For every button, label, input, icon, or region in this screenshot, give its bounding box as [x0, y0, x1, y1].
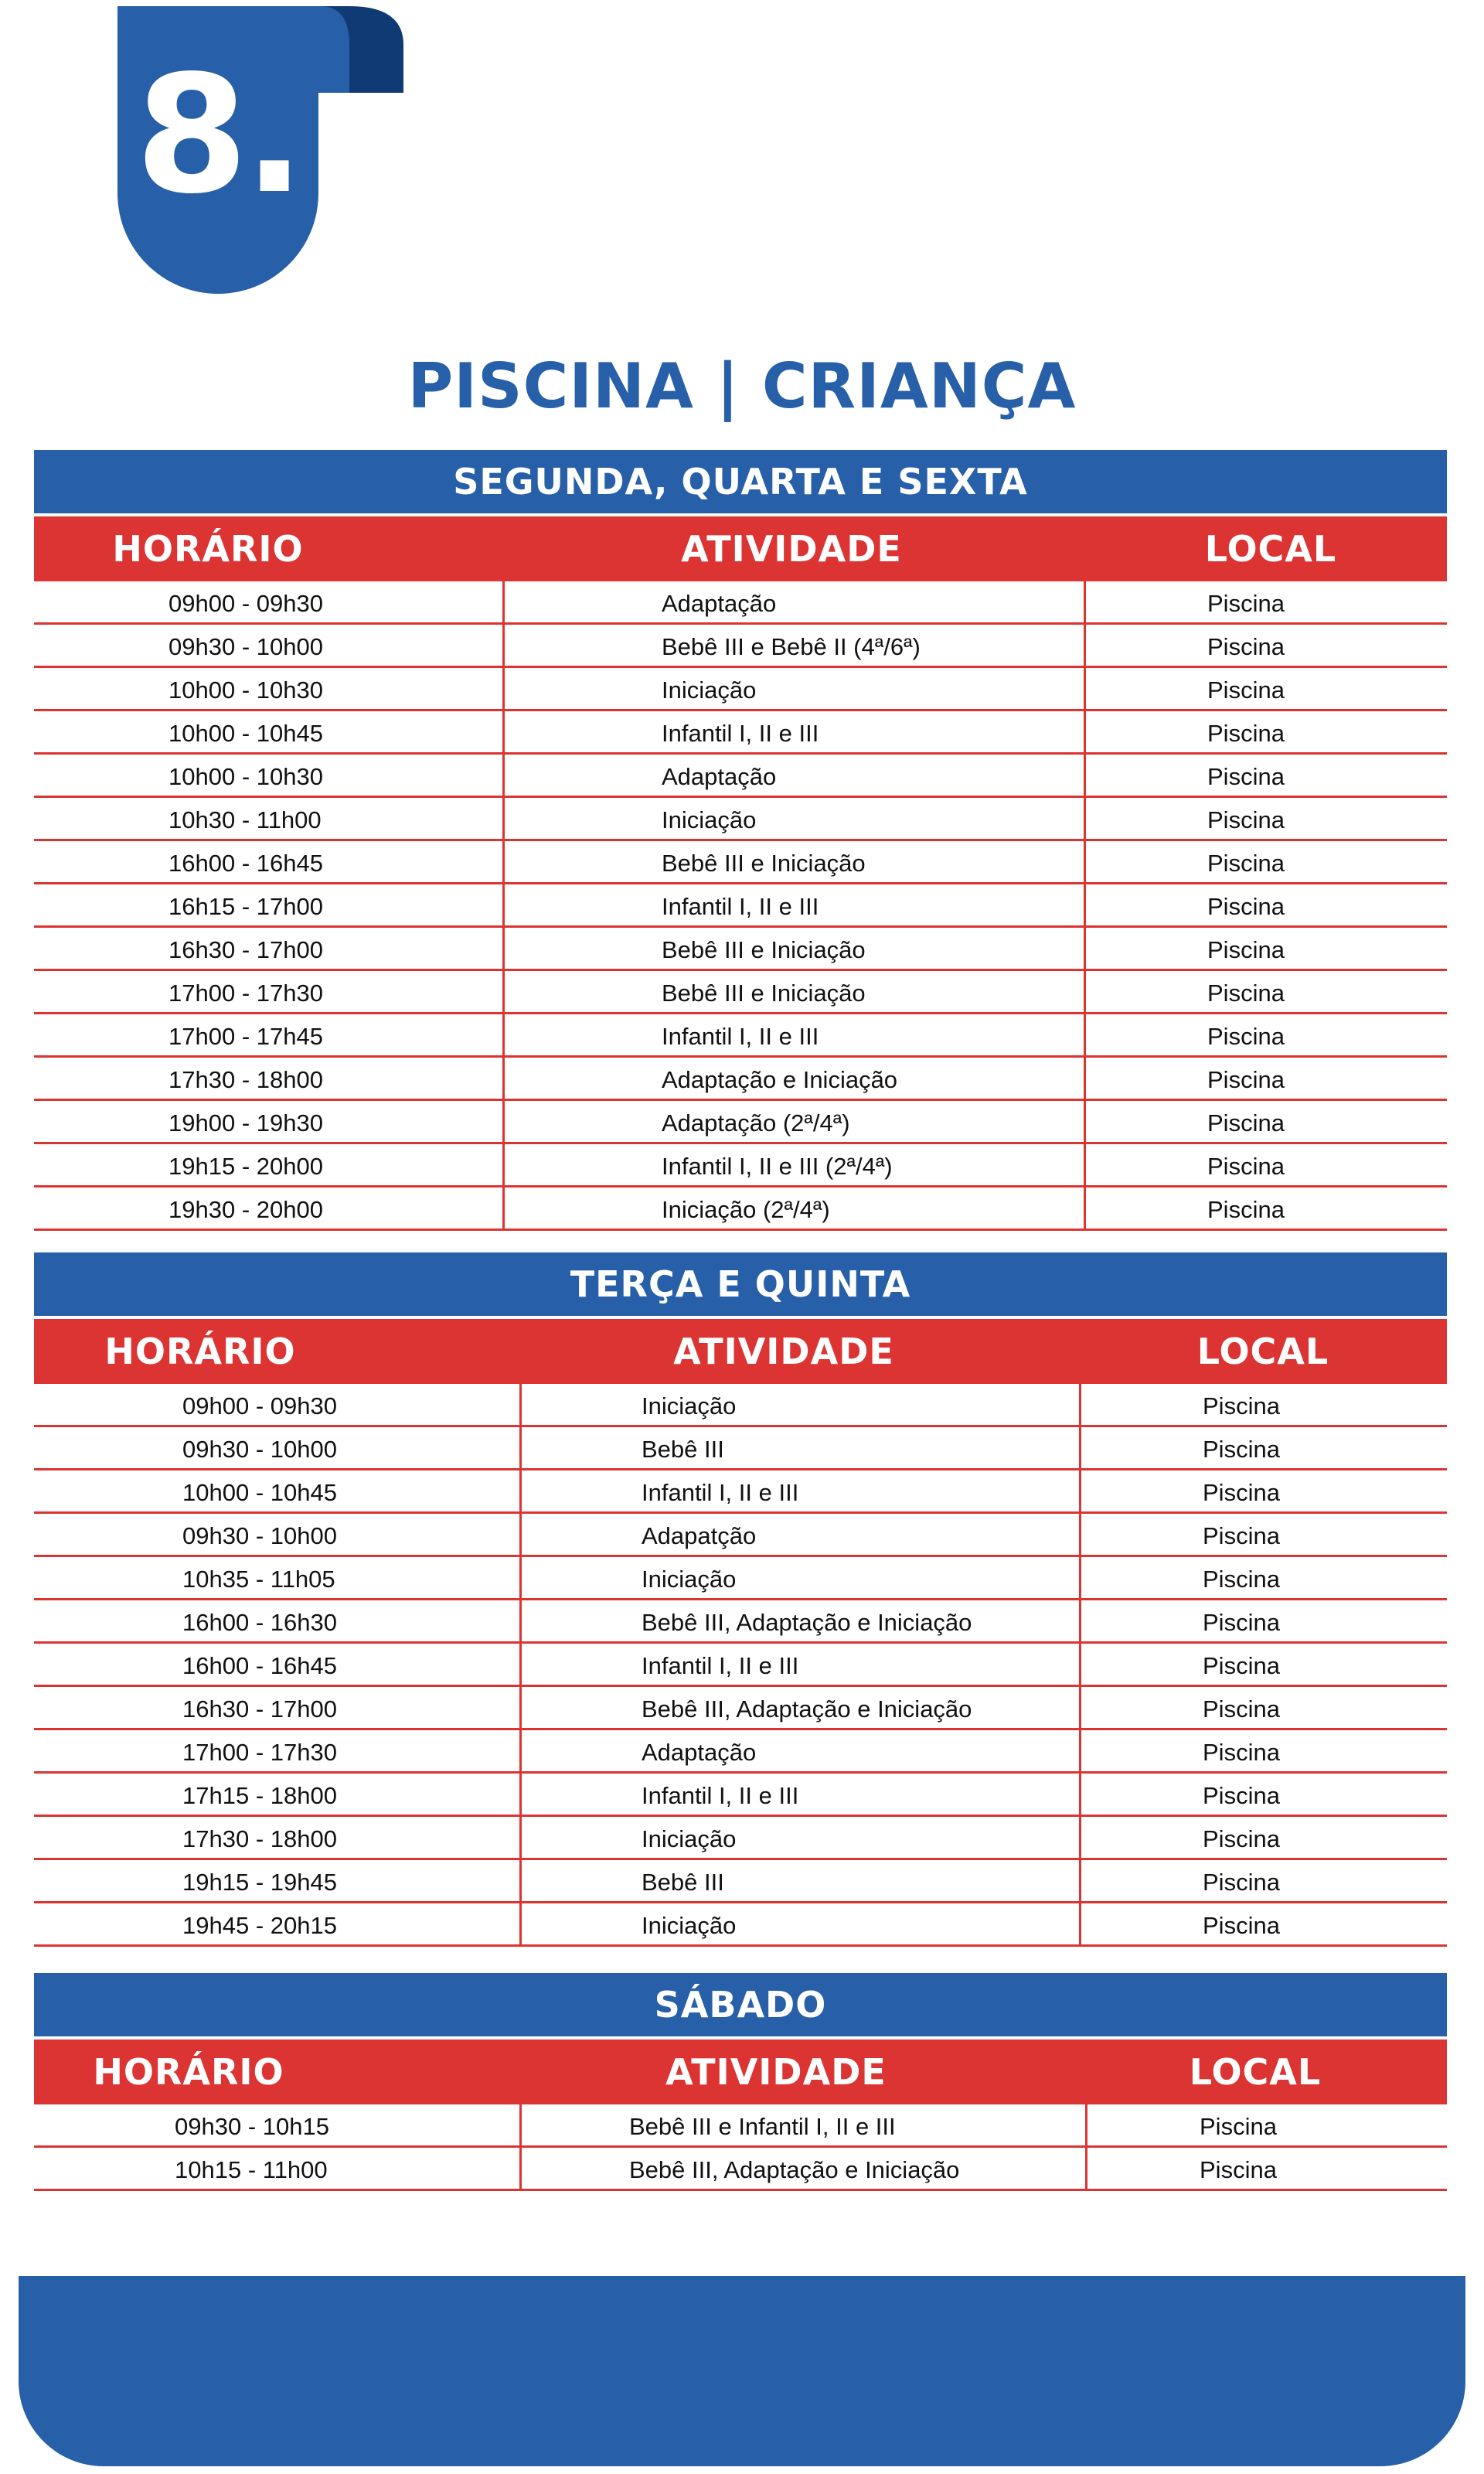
cell-time: 09h30 - 10h15 [175, 2113, 329, 2140]
cell-activity: Adaptação (2ª/4ª) [662, 1109, 850, 1136]
cell-activity: Adaptação [662, 763, 777, 790]
table-row [34, 1600, 1447, 1644]
cell-location: Piscina [1200, 2113, 1277, 2140]
cell-time: 10h30 - 11h00 [168, 806, 322, 833]
cell-activity: Bebê III [642, 1869, 724, 1896]
cell-time: 10h15 - 11h00 [175, 2156, 328, 2183]
cell-location: Piscina [1203, 1652, 1280, 1679]
cell-time: 09h30 - 10h00 [182, 1436, 337, 1463]
cell-time: 16h30 - 17h00 [168, 936, 323, 963]
column-header-time: HORÁRIO [112, 528, 304, 570]
table-row [34, 755, 1447, 798]
table-row [34, 1860, 1447, 1903]
cell-activity: Adaptação [662, 590, 777, 617]
table-row [34, 1470, 1447, 1514]
section-number: 8. [135, 40, 301, 230]
cell-activity: Adaptação e Iniciação [662, 1066, 898, 1093]
cell-activity: Bebê III e Iniciação [662, 980, 866, 1007]
cell-activity: Bebê III, Adaptação e Iniciação [629, 2156, 960, 2183]
cell-time: 17h00 - 17h30 [182, 1739, 337, 1766]
cell-activity: Iniciação [662, 806, 757, 833]
cell-location: Piscina [1207, 676, 1285, 704]
cell-activity: Iniciação [642, 1392, 737, 1419]
column-header-activity: ATIVIDADE [681, 528, 902, 570]
cell-activity: Bebê III e Iniciação [662, 936, 866, 963]
table-row [34, 1144, 1447, 1188]
cell-activity: Iniciação [642, 1566, 737, 1593]
column-header-activity: ATIVIDADE [665, 2051, 887, 2093]
cell-time: 16h00 - 16h30 [182, 1609, 337, 1636]
column-header-location: LOCAL [1196, 1331, 1329, 1372]
schedule-section-mon-wed-fri [34, 450, 1447, 1231]
cell-time: 19h15 - 19h45 [182, 1869, 337, 1896]
cell-location: Piscina [1203, 1869, 1280, 1896]
schedule-rows [34, 2104, 1447, 2191]
cell-activity: Bebê III, Adaptação e Iniciação [642, 1609, 972, 1636]
column-divider [502, 581, 505, 1231]
cell-location: Piscina [1200, 2156, 1277, 2183]
cell-activity: Iniciação (2ª/4ª) [662, 1196, 830, 1223]
cell-location: Piscina [1203, 1566, 1280, 1593]
table-row [34, 1644, 1447, 1687]
section-number-badge [117, 6, 403, 294]
table-row [34, 2104, 1447, 2148]
cell-location: Piscina [1207, 893, 1285, 920]
cell-activity: Iniciação [662, 676, 757, 704]
column-divider [519, 1384, 522, 1947]
table-row [34, 1774, 1447, 1817]
cell-activity: Iniciação [642, 1825, 737, 1852]
schedule-section-saturday [34, 1973, 1447, 2191]
cell-time: 16h00 - 16h45 [182, 1652, 337, 1679]
cell-location: Piscina [1203, 1522, 1280, 1549]
cell-activity: Infantil I, II e III [662, 1023, 819, 1050]
table-row [34, 1687, 1447, 1730]
column-divider [1085, 2104, 1087, 2191]
schedule-rows [34, 581, 1447, 1231]
cell-location: Piscina [1207, 590, 1285, 617]
table-row [34, 711, 1447, 755]
cell-time: 19h15 - 20h00 [168, 1153, 323, 1180]
column-header-location: LOCAL [1189, 2051, 1322, 2093]
cell-activity: Infantil I, II e III [662, 893, 819, 920]
cell-time: 17h15 - 18h00 [182, 1782, 337, 1809]
cell-time: 16h15 - 17h00 [168, 893, 323, 920]
cell-location: Piscina [1203, 1912, 1280, 1939]
column-divider [519, 2104, 522, 2191]
cell-activity: Bebê III e Iniciação [662, 850, 866, 877]
cell-location: Piscina [1203, 1479, 1280, 1506]
table-row [34, 1427, 1447, 1470]
cell-time: 09h00 - 09h30 [168, 590, 323, 617]
table-row [34, 798, 1447, 841]
cell-location: Piscina [1207, 936, 1285, 963]
cell-activity: Infantil I, II e III [642, 1782, 799, 1809]
footer-banner [19, 2276, 1465, 2466]
table-row [34, 1058, 1447, 1101]
column-divider [1084, 581, 1086, 1231]
cell-location: Piscina [1203, 1436, 1280, 1463]
cell-activity: Adaptação [642, 1739, 757, 1766]
cell-time: 09h00 - 09h30 [182, 1392, 337, 1419]
cell-time: 17h30 - 18h00 [182, 1825, 337, 1852]
cell-activity: Bebê III e Infantil I, II e III [629, 2113, 896, 2140]
cell-location: Piscina [1207, 763, 1285, 790]
cell-time: 19h30 - 20h00 [168, 1196, 323, 1223]
table-row [34, 2148, 1447, 2191]
table-row [34, 1903, 1447, 1947]
table-row [34, 668, 1447, 711]
cell-time: 09h30 - 10h00 [168, 633, 323, 660]
column-divider [1079, 1384, 1081, 1947]
cell-location: Piscina [1207, 720, 1285, 747]
cell-activity: Iniciação [642, 1912, 737, 1939]
schedule-rows [34, 1384, 1447, 1947]
day-header: TERÇA E QUINTA [34, 1252, 1447, 1316]
table-row [34, 1014, 1447, 1058]
cell-time: 10h00 - 10h30 [168, 676, 323, 704]
table-row [34, 1817, 1447, 1860]
cell-activity: Infantil I, II e III [642, 1652, 799, 1679]
cell-location: Piscina [1207, 1153, 1285, 1180]
table-row [34, 884, 1447, 928]
table-row [34, 1514, 1447, 1557]
cell-location: Piscina [1203, 1695, 1280, 1723]
cell-time: 17h00 - 17h30 [168, 980, 323, 1007]
page-title: PISCINA | CRIANÇA [407, 350, 1077, 422]
cell-location: Piscina [1207, 1023, 1285, 1050]
cell-location: Piscina [1207, 1109, 1285, 1136]
cell-activity: Infantil I, II e III [662, 720, 819, 747]
cell-time: 10h00 - 10h30 [168, 763, 323, 790]
cell-activity: Adapatção [642, 1522, 757, 1549]
cell-time: 17h00 - 17h45 [168, 1023, 323, 1050]
column-header-time: HORÁRIO [104, 1331, 296, 1372]
column-header-activity: ATIVIDADE [673, 1331, 894, 1372]
cell-activity: Bebê III e Bebê II (4ª/6ª) [662, 633, 921, 660]
cell-location: Piscina [1207, 1066, 1285, 1093]
table-row [34, 971, 1447, 1014]
cell-location: Piscina [1207, 633, 1285, 660]
column-header-row [34, 2040, 1447, 2104]
column-header-row [34, 1319, 1447, 1384]
cell-location: Piscina [1207, 850, 1285, 877]
cell-activity: Infantil I, II e III [642, 1479, 799, 1506]
table-row [34, 581, 1447, 625]
cell-activity: Bebê III [642, 1436, 724, 1463]
cell-time: 16h30 - 17h00 [182, 1695, 337, 1723]
table-row [34, 928, 1447, 971]
cell-location: Piscina [1203, 1392, 1280, 1419]
table-row [34, 1557, 1447, 1600]
cell-time: 19h00 - 19h30 [168, 1109, 323, 1136]
cell-location: Piscina [1203, 1825, 1280, 1852]
cell-time: 17h30 - 18h00 [168, 1066, 323, 1093]
cell-location: Piscina [1203, 1609, 1280, 1636]
cell-activity: Bebê III, Adaptação e Iniciação [642, 1695, 972, 1723]
table-row [34, 1730, 1447, 1774]
cell-time: 10h00 - 10h45 [168, 720, 323, 747]
schedule-section-tue-thu [34, 1252, 1447, 1947]
column-header-location: LOCAL [1204, 528, 1337, 570]
cell-location: Piscina [1203, 1739, 1280, 1766]
cell-location: Piscina [1207, 1196, 1285, 1223]
day-header: SEGUNDA, QUARTA E SEXTA [34, 450, 1447, 513]
cell-location: Piscina [1203, 1782, 1280, 1809]
cell-time: 16h00 - 16h45 [168, 850, 323, 877]
table-row [34, 841, 1447, 884]
day-header: SÁBADO [34, 1973, 1447, 2036]
table-row [34, 625, 1447, 668]
column-header-time: HORÁRIO [93, 2051, 284, 2093]
cell-activity: Infantil I, II e III (2ª/4ª) [662, 1153, 893, 1180]
column-header-row [34, 516, 1447, 581]
table-row [34, 1384, 1447, 1427]
cell-time: 19h45 - 20h15 [182, 1912, 337, 1939]
cell-location: Piscina [1207, 980, 1285, 1007]
cell-location: Piscina [1207, 806, 1285, 833]
table-row [34, 1188, 1447, 1231]
cell-time: 10h00 - 10h45 [182, 1479, 337, 1506]
cell-time: 10h35 - 11h05 [182, 1566, 335, 1593]
cell-time: 09h30 - 10h00 [182, 1522, 337, 1549]
table-row [34, 1101, 1447, 1144]
